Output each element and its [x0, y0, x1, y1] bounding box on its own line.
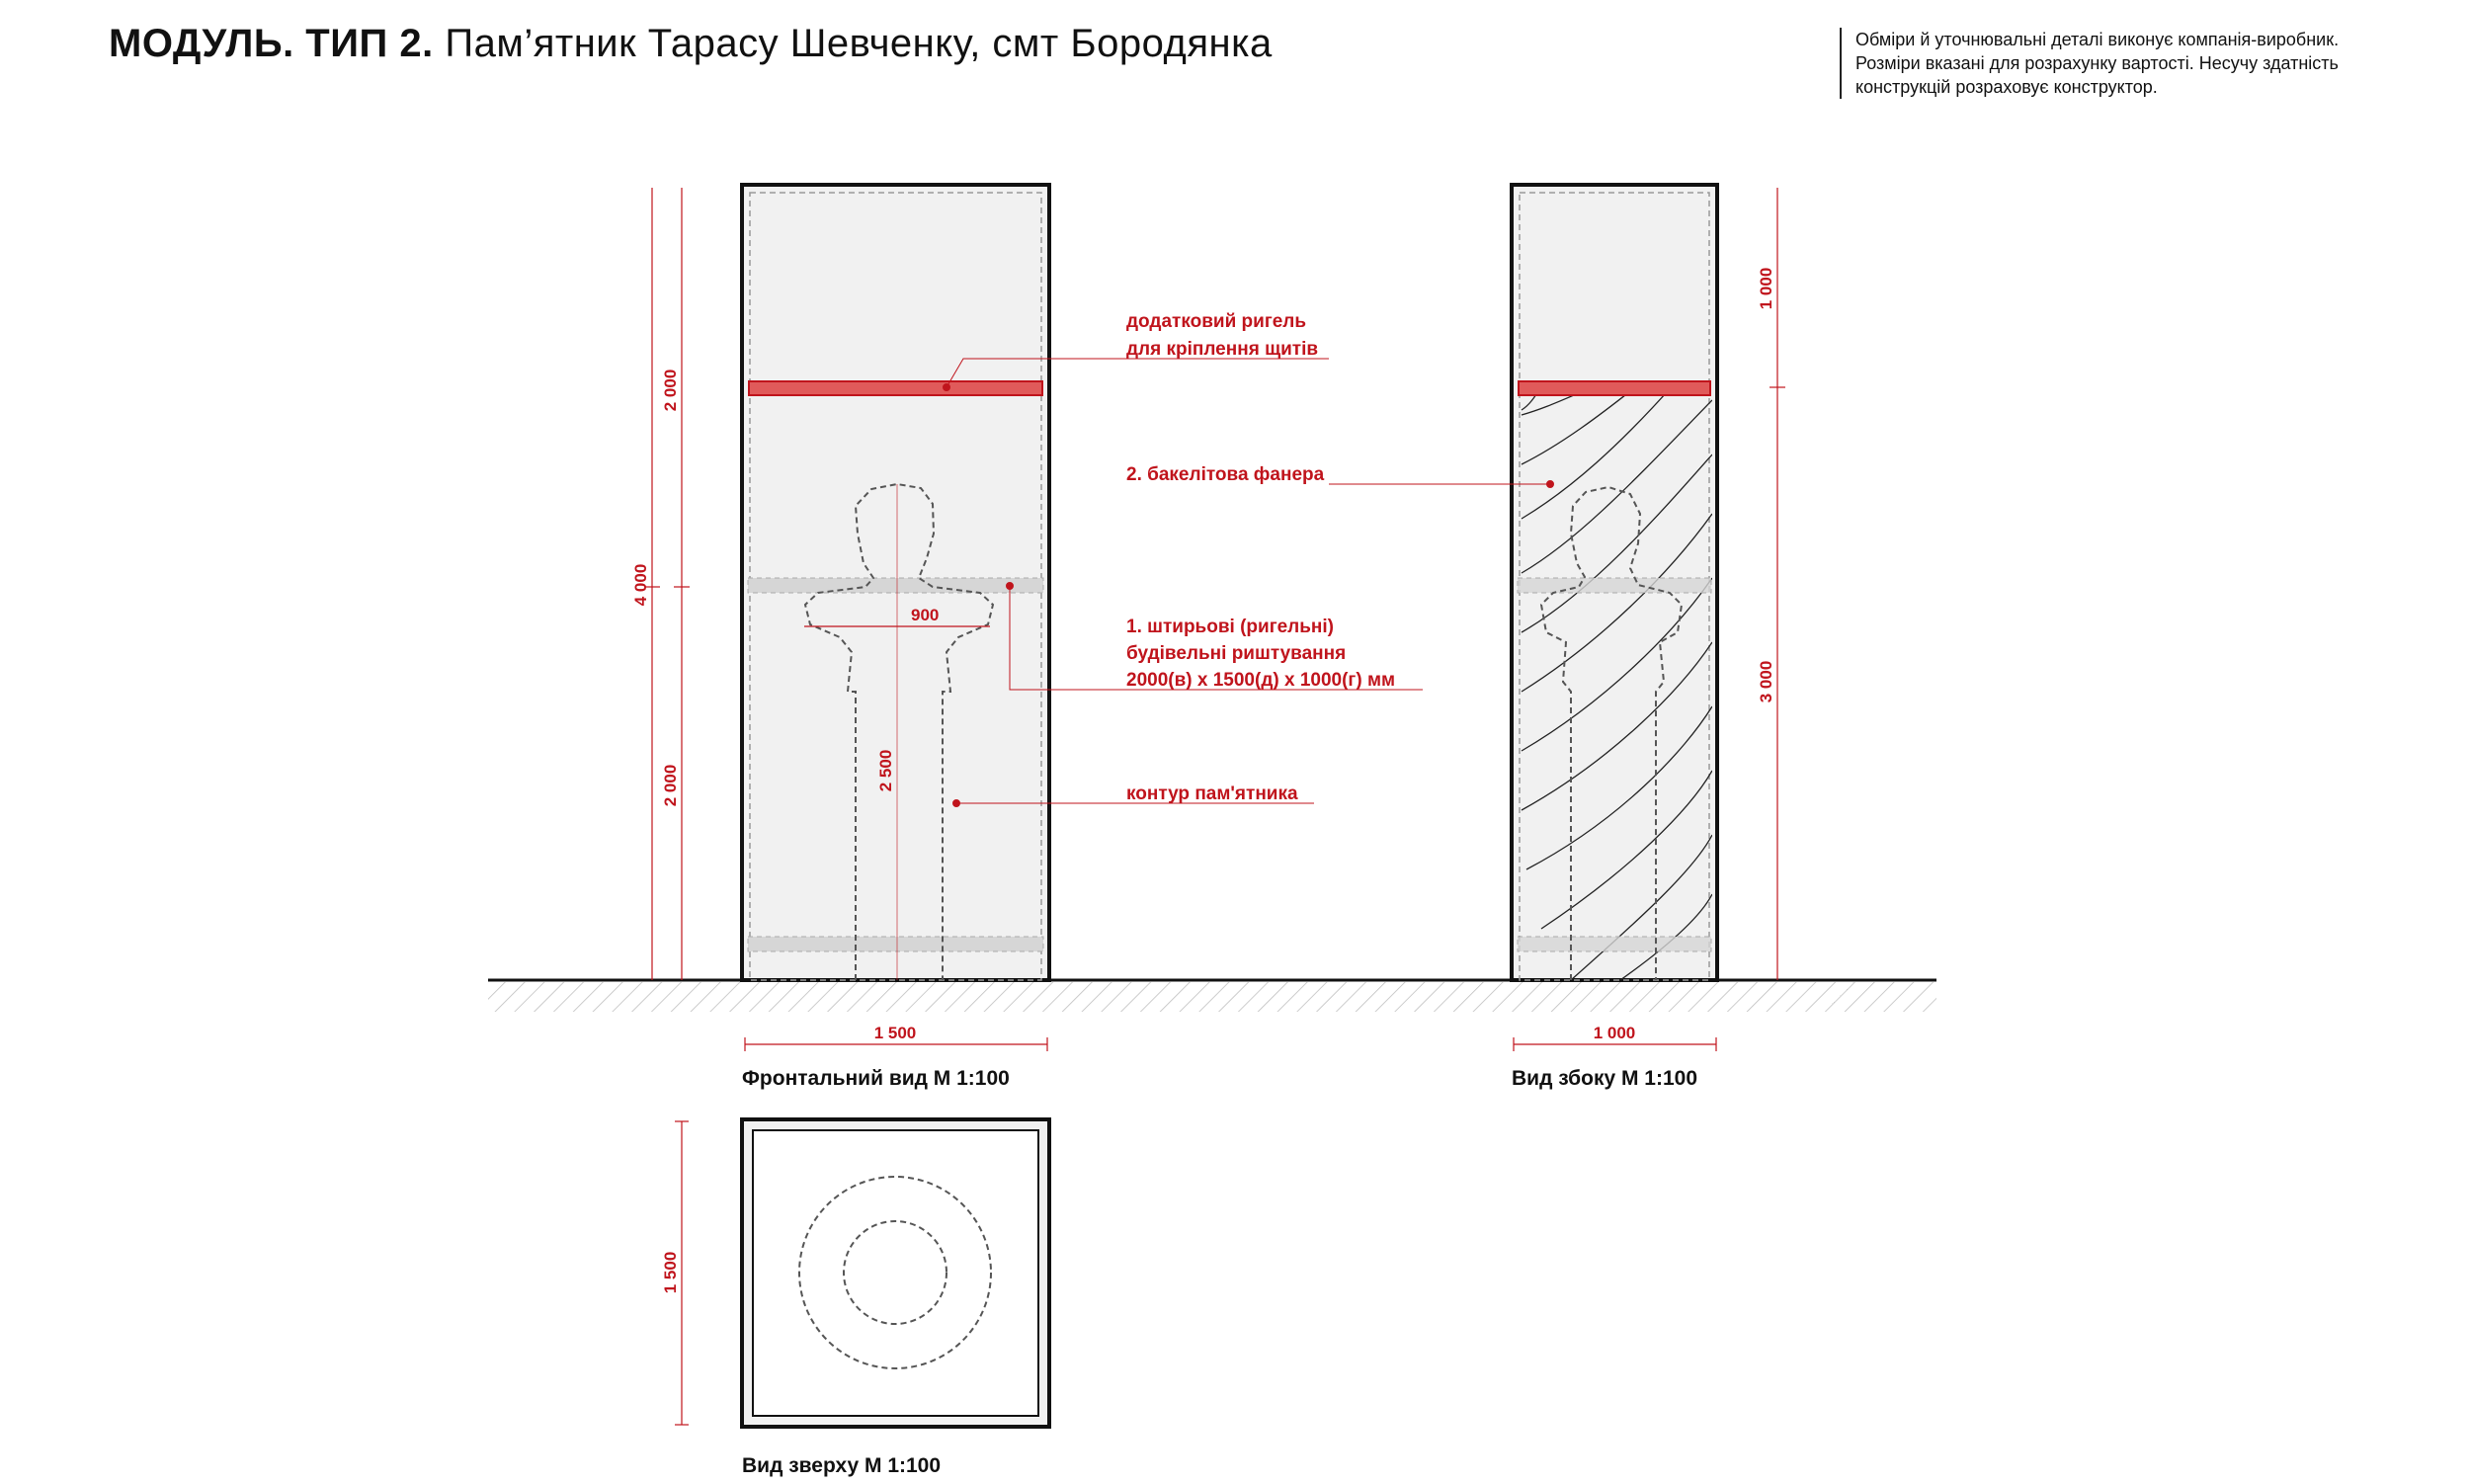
- callout-plywood: 2. бакелітова фанера: [1126, 464, 1325, 485]
- dim-monument-height: 2 500: [876, 749, 895, 792]
- top-view: [742, 1119, 1049, 1427]
- side-view: [1512, 185, 1717, 980]
- note-line: Розміри вказані для розрахунку вартості. Несучу здатність: [1855, 53, 2339, 73]
- ground: [488, 980, 1936, 1012]
- title-subject: Пам’ятник Тарасу Шевченку, смт Бородянка: [445, 22, 1273, 65]
- note-line: Обміри й уточнювальні деталі виконує компанія-виробник.: [1855, 30, 2340, 49]
- red-rail: [1519, 381, 1710, 395]
- dim-side-width: 1 000: [1593, 1024, 1636, 1042]
- callout-scaffold-2: будівельні риштування: [1126, 643, 1347, 664]
- dim-total-height: 4 000: [631, 563, 650, 607]
- callout-rail-2: для кріплення щитів: [1126, 339, 1319, 360]
- dim-front-width: 1 500: [873, 1024, 917, 1042]
- red-rail: [749, 381, 1042, 395]
- label-top-view: Вид зверху М 1:100: [742, 1454, 942, 1477]
- scaffold-ledger: [1518, 937, 1711, 951]
- dim-bust-width: 900: [911, 606, 940, 624]
- dim-plan-depth: 1 500: [661, 1251, 680, 1294]
- front-view: [742, 185, 1049, 980]
- dim-side-lower: 3 000: [1757, 660, 1775, 703]
- scaffold-ledger: [748, 937, 1043, 951]
- label-side-view: Вид збоку М 1:100: [1512, 1067, 1698, 1090]
- dim-side-upper: 1 000: [1757, 267, 1775, 310]
- callout-rail-1: додатковий ригель: [1126, 311, 1307, 332]
- scaffold-ledger: [1518, 578, 1711, 593]
- label-front-view: Фронтальний вид М 1:100: [742, 1067, 1010, 1090]
- note-line: конструкцій розраховує конструктор.: [1855, 77, 2158, 97]
- scaffold-ledger: [748, 578, 1043, 593]
- title-module: МОДУЛЬ. ТИП 2.: [109, 22, 434, 65]
- callout-scaffold-3: 2000(в) x 1500(д) x 1000(г) мм: [1126, 670, 1396, 691]
- dim-upper-height: 2 000: [661, 369, 680, 412]
- callout-contour: контур пам'ятника: [1126, 783, 1298, 804]
- dim-lower-height: 2 000: [661, 764, 680, 807]
- callout-scaffold-1: 1. штирьові (ригельні): [1126, 617, 1335, 637]
